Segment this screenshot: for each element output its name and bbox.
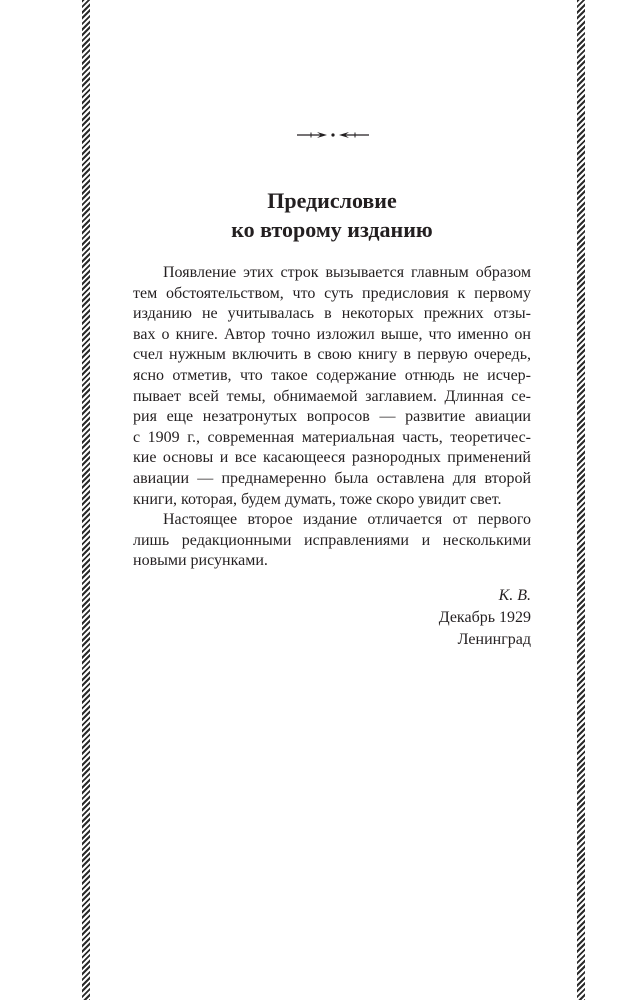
signature-place: Ленинград (457, 631, 531, 648)
text-line: авиации — преднамеренно была оставлена для второй (133, 469, 531, 487)
text-line: лишь редакционными исправлениями и несколькими (133, 531, 531, 549)
text-line: пывает всей темы, обнимаемой заглавием. Длинная се- (133, 387, 531, 405)
text-line: ясно отметив, что такое содержание отнюдь не исчер- (133, 366, 531, 384)
divider-ornament-icon (297, 130, 369, 140)
right-border-stripe (577, 0, 585, 1000)
text-line: с 1909 г., современная материальная часть, теоретичес- (133, 428, 531, 446)
text-line: книги, которая, будем думать, тоже скоро увидит свет. (133, 490, 502, 508)
paragraph-2 (133, 510, 531, 572)
text-line: Появление этих строк вызывается главным образом (163, 264, 531, 281)
text-line: новыми рисунками. (133, 552, 268, 570)
text-line: Настоящее второе издание отличается от первого (163, 511, 531, 529)
preface-body (133, 263, 531, 572)
left-border-stripe (82, 0, 90, 1000)
text-line: кие основы и все касающееся разнородных применений (133, 449, 531, 467)
title-line-2: ко второму изданию (231, 217, 433, 242)
text-line: изданию не учитывалась в некоторых прежних отзы- (133, 305, 531, 323)
author-initials: К. В. (498, 587, 531, 604)
text-line: вах о книге. Автор точно изложил выше, что именно он (133, 325, 531, 343)
signature-block (133, 585, 531, 651)
title-line-1: Предисловие (267, 188, 397, 213)
signature-date: Декабрь 1929 (438, 609, 531, 626)
text-line: тем обстоятельством, что суть предисловия к первому (133, 284, 531, 302)
text-line: рия еще незатронутых вопросов — развитие авиации (133, 408, 531, 426)
text-line: счел нужным включить в свою книгу в первую очередь, (133, 346, 531, 364)
page-title (133, 186, 531, 244)
paragraph-1 (133, 263, 531, 510)
